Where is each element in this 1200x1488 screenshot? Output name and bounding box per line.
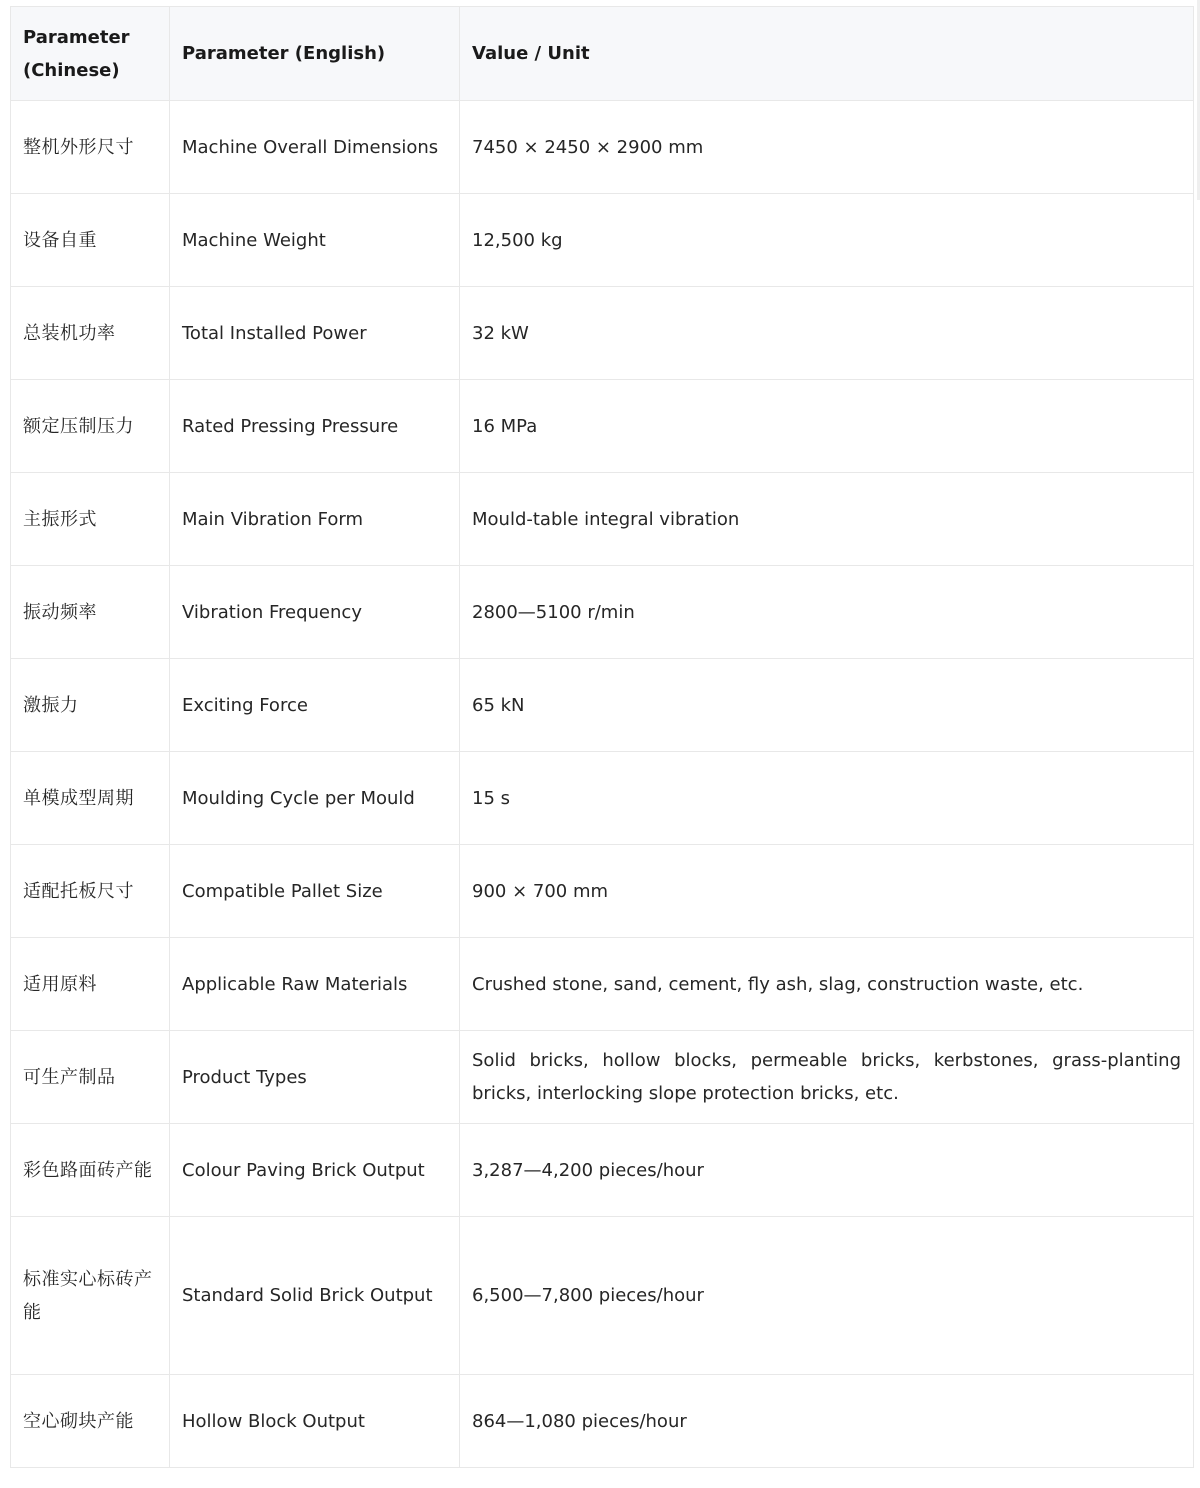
cell-chinese: 适用原料 <box>11 938 170 1031</box>
cell-chinese: 主振形式 <box>11 473 170 566</box>
cell-value: Solid bricks, hollow blocks, permeable bricks, kerbstones, grass-planting bricks, interlocking slope protection bricks, etc. <box>460 1031 1194 1124</box>
table-row <box>11 845 1194 938</box>
cell-chinese: 激振力 <box>11 659 170 752</box>
table-row <box>11 1031 1194 1124</box>
table-row <box>11 1375 1194 1468</box>
cell-chinese: 可生产制品 <box>11 1031 170 1124</box>
cell-chinese: 总装机功率 <box>11 287 170 380</box>
cell-value: 3,287—4,200 pieces/hour <box>460 1124 1194 1217</box>
cell-english: Machine Overall Dimensions <box>170 101 460 194</box>
header-english: Parameter (English) <box>170 7 460 101</box>
cell-chinese: 单模成型周期 <box>11 752 170 845</box>
cell-value: 16 MPa <box>460 380 1194 473</box>
cell-english: Rated Pressing Pressure <box>170 380 460 473</box>
table-row <box>11 101 1194 194</box>
cell-english: Product Types <box>170 1031 460 1124</box>
cell-chinese: 适配托板尺寸 <box>11 845 170 938</box>
header-chinese: Parameter (Chinese) <box>11 7 170 101</box>
cell-chinese: 额定压制压力 <box>11 380 170 473</box>
cell-value: Mould-table integral vibration <box>460 473 1194 566</box>
table-row <box>11 380 1194 473</box>
cell-chinese: 整机外形尺寸 <box>11 101 170 194</box>
cell-value: 12,500 kg <box>460 194 1194 287</box>
table-row <box>11 752 1194 845</box>
cell-value: 32 kW <box>460 287 1194 380</box>
table-row <box>11 1217 1194 1375</box>
cell-value: 864—1,080 pieces/hour <box>460 1375 1194 1468</box>
table-row <box>11 473 1194 566</box>
cell-value: 15 s <box>460 752 1194 845</box>
cell-english: Hollow Block Output <box>170 1375 460 1468</box>
cell-value: Crushed stone, sand, cement, fly ash, slag, construction waste, etc. <box>460 938 1194 1031</box>
table-row <box>11 194 1194 287</box>
table-row <box>11 938 1194 1031</box>
cell-chinese: 空心砌块产能 <box>11 1375 170 1468</box>
table-row <box>11 1124 1194 1217</box>
table-row <box>11 566 1194 659</box>
cell-chinese: 振动频率 <box>11 566 170 659</box>
cell-english: Machine Weight <box>170 194 460 287</box>
cell-value: 900 × 700 mm <box>460 845 1194 938</box>
table-row <box>11 287 1194 380</box>
spec-table <box>10 6 1194 1468</box>
cell-english: Colour Paving Brick Output <box>170 1124 460 1217</box>
cell-english: Applicable Raw Materials <box>170 938 460 1031</box>
table-header-row <box>11 7 1194 101</box>
cell-english: Total Installed Power <box>170 287 460 380</box>
header-value: Value / Unit <box>460 7 1194 101</box>
cell-english: Moulding Cycle per Mould <box>170 752 460 845</box>
cell-chinese: 设备自重 <box>11 194 170 287</box>
cell-english: Standard Solid Brick Output <box>170 1217 460 1375</box>
cell-value: 6,500—7,800 pieces/hour <box>460 1217 1194 1375</box>
cell-value: 65 kN <box>460 659 1194 752</box>
cell-english: Main Vibration Form <box>170 473 460 566</box>
spec-table-container <box>10 6 1193 1468</box>
cell-english: Compatible Pallet Size <box>170 845 460 938</box>
cell-value: 7450 × 2450 × 2900 mm <box>460 101 1194 194</box>
cell-chinese: 标准实心标砖产能 <box>11 1217 170 1375</box>
table-row <box>11 659 1194 752</box>
cell-english: Vibration Frequency <box>170 566 460 659</box>
cell-chinese: 彩色路面砖产能 <box>11 1124 170 1217</box>
cell-english: Exciting Force <box>170 659 460 752</box>
cell-value: 2800—5100 r/min <box>460 566 1194 659</box>
